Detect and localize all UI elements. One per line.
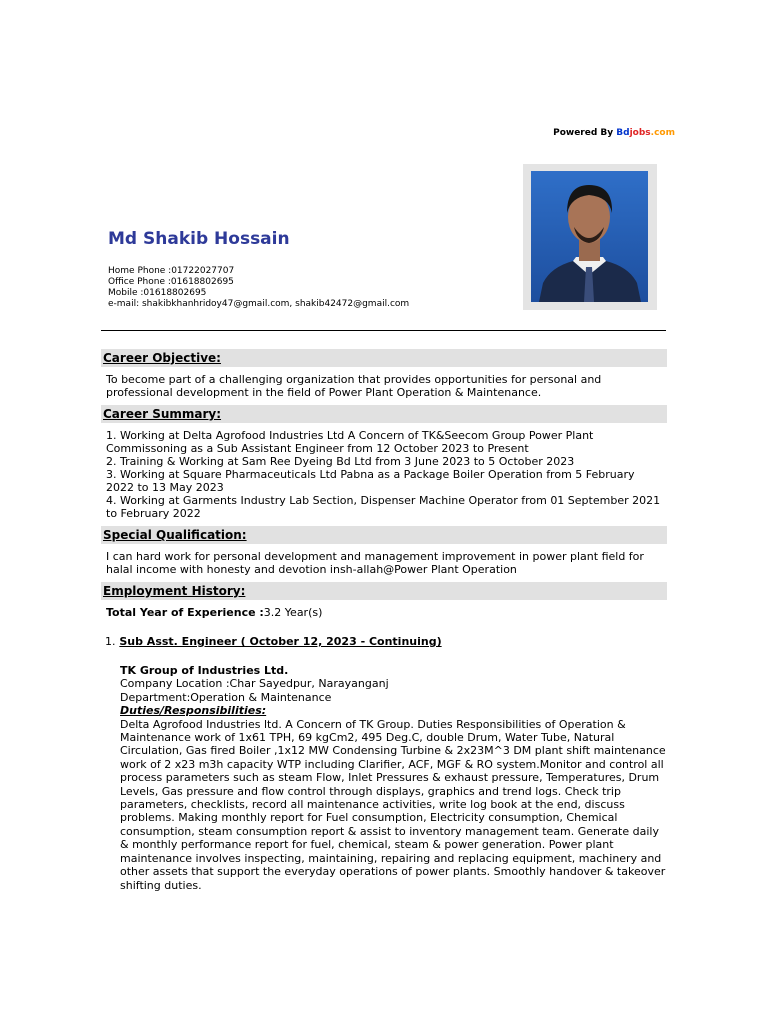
employment-history-heading: Employment History:: [101, 582, 667, 600]
special-qualification-paragraph: I can hard work for personal development and management improvement in power plant field for halal income with honesty and devotion insh-allah@Power Plant Operation: [106, 550, 644, 576]
person-silhouette-icon: [531, 171, 648, 302]
brand-jobs: jobs: [629, 128, 651, 138]
career-objective-text: [101, 367, 667, 405]
career-summary-item: 3. Working at Square Pharmaceuticals Ltd Pabna as a Package Boiler Operation from 5 February 2022 to 13 May 2023: [106, 468, 635, 494]
total-experience: [101, 600, 667, 620]
candidate-name: Md Shakib Hossain: [108, 229, 290, 249]
career-summary-item: 2. Training & Working at Sam Ree Dyeing Bd Ltd from 3 June 2023 to 5 October 2023: [106, 455, 575, 468]
job-title: [101, 635, 667, 648]
job-index: 1.: [105, 635, 116, 648]
contact-info: [108, 266, 409, 310]
special-qualification-text: [101, 544, 667, 582]
department: Department:Operation & Maintenance: [120, 690, 332, 704]
home-phone: Home Phone :01722027707: [108, 266, 235, 276]
duties-label: Duties/Responsibilities:: [120, 704, 267, 718]
special-qualification-heading: Special Qualification:: [101, 526, 667, 544]
career-summary-heading: Career Summary:: [101, 405, 667, 423]
career-summary-list: [101, 423, 667, 526]
company-name: TK Group of Industries Ltd.: [120, 664, 289, 677]
office-phone: Office Phone :01618802695: [108, 277, 234, 287]
career-objective-heading: Career Objective:: [101, 349, 667, 367]
duties-text: Delta Agrofood Industries ltd. A Concern of TK Group. Duties Responsibilities of Operation & Maintenance work of 1x61 TPH, 69 kgCm2, 495 Deg.C, double Drum, Water Tube, Natural Circulation, Gas fired Boiler ,1x12 MW Condensing Turbine & 2x23M^3 DM plant shift maintenance work of 2 x23 m3h capacity WTP including Clarifier, ACF, MGF & RO system.Monitor and control all process parameters such as steam Flow, Inlet Pressures & exhaust pressure, Temperatures, Drum Levels, Gas pressure and flow control through displays, graphics and trend logs. Check trip parameters, checklists, record all maintenance activities, write log book at the end, discuss problems. Making monthly report for Fuel consumption, Electricity consumption, Chemical consumption, steam consumption report & assist to inventory management team. Generate daily & monthly performance report for fuel, chemical, steam & power generation. Power plant maintenance involves inspecting, maintaining, repairing and replacing equipment, machinery and other assets that support the everyday operations of power plants. Smoothly handover & takeover shifting duties.: [120, 717, 666, 892]
job-details: [101, 664, 667, 892]
brand-dot: .com: [650, 128, 675, 138]
total-experience-value: 3.2 Year(s): [263, 606, 323, 619]
powered-by-label: Powered By: [553, 128, 614, 138]
profile-photo: [531, 171, 648, 302]
company-location: Company Location :Char Sayedpur, Narayanganj: [120, 677, 389, 691]
career-summary-item: 4. Working at Garments Industry Lab Section, Dispenser Machine Operator from 01 September 2021 to February 2022: [106, 494, 661, 520]
career-summary-item: 1. Working at Delta Agrofood Industries Ltd A Concern of TK&Seecom Group Power Plant Commissoning as a Sub Assistant Engineer from 12 October 2023 to Present: [106, 429, 594, 455]
email: e-mail: shakibkhanhridoy47@gmail.com, shakib42472@gmail.com: [108, 299, 410, 309]
resume-body: [101, 349, 667, 892]
powered-by: [553, 128, 675, 138]
mobile-phone: Mobile :01618802695: [108, 288, 207, 298]
career-objective-paragraph: To become part of a challenging organization that provides opportunities for personal and professional development in the field of Power Plant Operation & Maintenance.: [106, 373, 602, 399]
header-divider: [101, 330, 666, 331]
brand-bd: Bd: [616, 128, 630, 138]
total-experience-label: Total Year of Experience :: [106, 606, 264, 619]
profile-photo-frame: [523, 164, 657, 310]
job-title-text: Sub Asst. Engineer ( October 12, 2023 - Continuing): [119, 635, 442, 648]
